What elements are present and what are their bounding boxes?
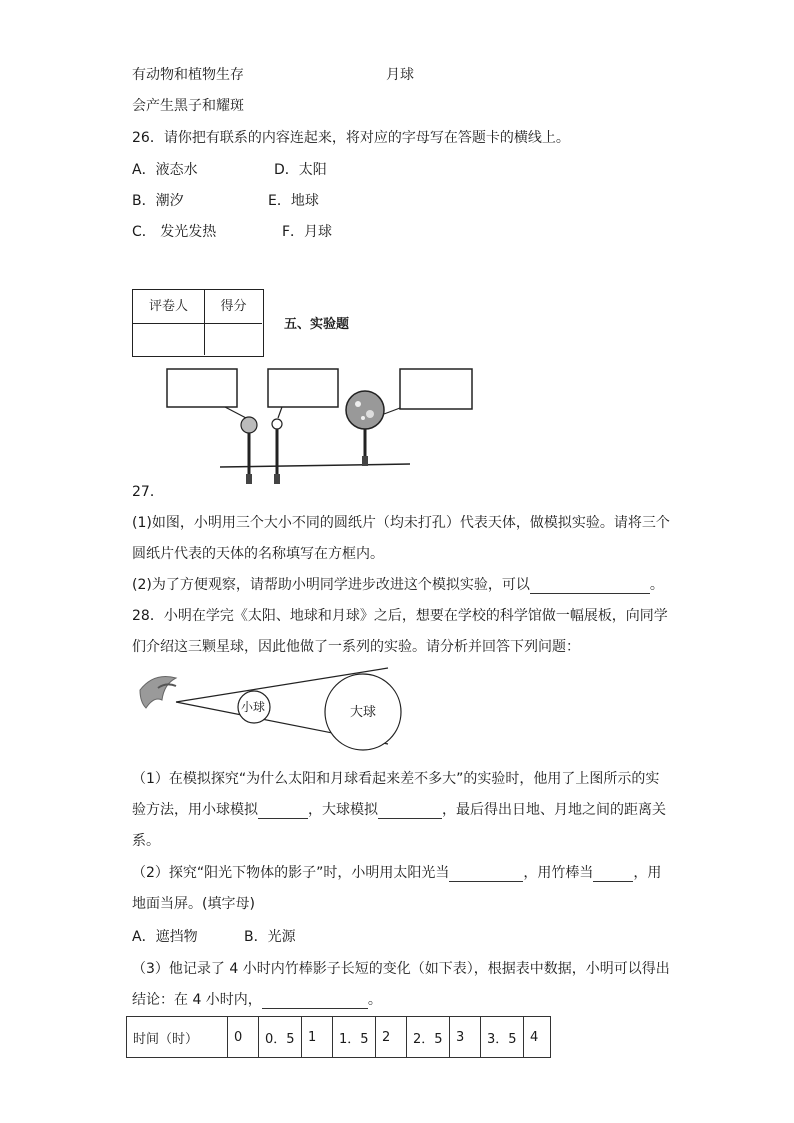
option-b: B．潮汐	[132, 193, 184, 209]
table-cell: 2	[376, 1017, 407, 1058]
q28-sub3-line2	[132, 991, 382, 1009]
q27-diagram	[160, 362, 460, 494]
table-cell: 4	[524, 1017, 551, 1058]
table-row	[127, 1017, 551, 1058]
table-cell: 3．5	[481, 1017, 524, 1058]
q28-sub1-text-b: ，大球模拟	[308, 802, 378, 818]
option-c: C． 发光发热	[132, 224, 217, 240]
table-cell: 0	[228, 1017, 259, 1058]
bamboo-blank[interactable]	[593, 867, 633, 882]
option-d: D．太阳	[274, 162, 327, 178]
q28-option-a: A．遮挡物	[132, 929, 198, 945]
match-item-left: 有动物和植物生存	[132, 67, 244, 83]
shadow-length-table	[126, 1016, 551, 1058]
q28-sub3-text-b: 。	[367, 992, 382, 1008]
question-27-number: 27．	[132, 484, 164, 500]
score-box-grader-cell[interactable]	[133, 324, 205, 355]
score-box-score-label: 得分	[205, 290, 262, 324]
sunlight-blank[interactable]	[449, 867, 523, 882]
answer-box-3	[400, 369, 472, 409]
option-a: A．液态水	[132, 162, 198, 178]
q27-part2	[132, 576, 664, 594]
conclusion-blank[interactable]	[262, 994, 368, 1009]
q28-option-b: B．光源	[244, 929, 296, 945]
q28-sub1-line1: （1）在模拟探究“为什么太阳和月球看起来差不多大”的实验时，他用了上图所示的实	[132, 771, 660, 787]
q27-part2-end: 。	[649, 577, 664, 593]
table-cell: 0．5	[259, 1017, 302, 1058]
score-box	[132, 289, 264, 357]
score-box-score-cell[interactable]	[205, 324, 262, 355]
q28-sub1-text-c: ，最后得出日地、月地之间的距离关	[442, 802, 666, 818]
option-f: F．月球	[282, 224, 333, 240]
q28-sub2-line2: 地面当屏。(填字母)	[132, 896, 255, 912]
section-title: 五、实验题	[284, 317, 350, 332]
match-item-left-2: 会产生黑子和耀斑	[132, 98, 244, 114]
big-ball-label: 大球	[350, 705, 377, 720]
match-item-right: 月球	[386, 67, 414, 83]
table-cell: 2．5	[407, 1017, 450, 1058]
small-ball-label: 小球	[241, 700, 266, 714]
q27-part2-text: (2)为了方便观察，请帮助小明同学进步改进这个模拟实验，可以	[132, 577, 530, 593]
score-box-grader-label: 评卷人	[133, 290, 205, 324]
q28-sub1-text-a: 验方法，用小球模拟	[132, 802, 258, 818]
q28-sub1-line2	[132, 801, 666, 819]
q28-intro-line2: 们介绍这三颗星球，因此他做了一系列的实验。请分析并回答下列问题：	[132, 639, 580, 655]
q27-answer-blank[interactable]	[530, 579, 650, 594]
table-cell: 1．5	[333, 1017, 376, 1058]
small-ball-blank[interactable]	[258, 804, 308, 819]
q28-sub3-line1: （3）他记录了 4 小时内竹棒影子长短的变化（如下表），根据表中数据，小明可以得出	[132, 961, 670, 977]
q28-intro-line1: 28．小明在学完《太阳、地球和月球》之后，想要在学校的科学馆做一幅展板，向同学	[132, 608, 668, 624]
table-cell: 1	[302, 1017, 333, 1058]
q27-part1-line2: 圆纸片代表的天体的名称填写在方框内。	[132, 546, 384, 562]
q28-sub2-text-a: （2）探究“阳光下物体的影子”时，小明用太阳光当	[132, 865, 450, 881]
q28-sub3-text-a: 结论：在 4 小时内，	[132, 992, 262, 1008]
table-header-cell: 时间（时）	[127, 1017, 228, 1058]
big-ball-blank[interactable]	[378, 804, 442, 819]
q28-sub1-line3: 系。	[132, 833, 160, 849]
answer-box-1	[167, 369, 237, 407]
answer-box-2	[268, 369, 338, 407]
table-cell: 3	[450, 1017, 481, 1058]
eye-icon	[140, 677, 176, 709]
q28-sub2-text-b: ，用竹棒当	[523, 865, 594, 881]
q28-sub2-line1	[132, 864, 661, 882]
question-26: 26．请你把有联系的内容连起来，将对应的字母写在答题卡的横线上。	[132, 130, 570, 146]
option-e: E．地球	[268, 193, 319, 209]
disc-small	[272, 419, 282, 429]
q27-part1-line1: (1)如图，小明用三个大小不同的圆纸片（均未打孔）代表天体，做模拟实验。请将三个	[132, 515, 670, 531]
disc-large	[346, 391, 384, 429]
q28-sub2-text-c: ，用	[633, 865, 662, 881]
disc-medium	[241, 417, 257, 433]
